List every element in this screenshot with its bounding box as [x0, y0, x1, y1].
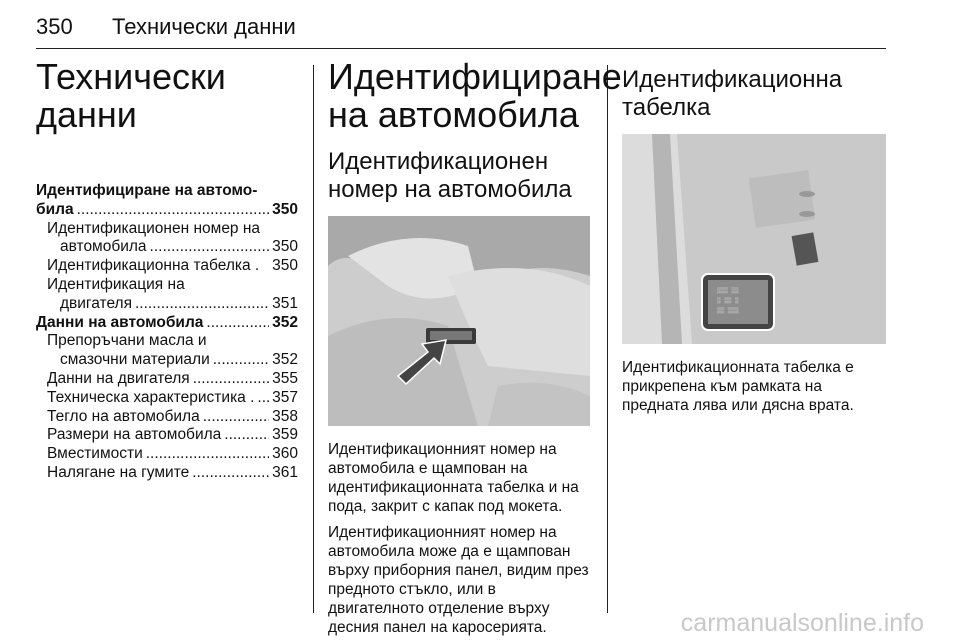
toc-entry	[36, 370, 298, 389]
toc-entry-label: Налягане на гумите	[47, 463, 190, 481]
page-number: 350	[36, 14, 73, 39]
toc-leader	[206, 314, 269, 333]
toc-entry-label: Размери на автомобила	[47, 426, 222, 444]
toc-entry-label: Идентификационна табелка .	[47, 257, 260, 275]
toc-entry	[36, 314, 298, 333]
page-header	[36, 14, 296, 40]
toc-entry-label: Вместимости	[47, 445, 143, 463]
toc-entry-label: била	[36, 200, 74, 218]
id-plate-illustration	[622, 134, 886, 344]
toc-entry-page: 352	[272, 351, 298, 369]
toc-entry-label: двигателя	[60, 294, 132, 312]
plate-column	[622, 58, 886, 422]
toc-entry-label: автомобила	[60, 238, 147, 256]
toc-leader	[150, 238, 270, 257]
toc-entry	[36, 408, 298, 427]
plate-photo	[622, 134, 886, 344]
header-rule	[36, 48, 886, 49]
column-divider	[607, 65, 608, 613]
toc-entry-label: Данни на двигателя	[47, 369, 190, 387]
toc-entry-page: 352	[272, 313, 298, 331]
toc-leader	[257, 389, 269, 408]
watermark: carmanualsonline.info	[680, 609, 924, 637]
column-divider	[313, 65, 314, 613]
section-title: Идентифициране на автомобила	[328, 56, 622, 135]
toc-entry-label: Идентификация на	[47, 275, 185, 293]
toc-entry	[36, 389, 298, 408]
toc-entry-label: смазочни материали	[60, 351, 210, 369]
toc-leader	[193, 370, 269, 389]
toc-entry-label: Данни на автомобила	[36, 313, 204, 331]
subsection-title: Идентификационен номер на автомобила	[328, 148, 572, 203]
table-of-contents	[36, 182, 298, 483]
toc-entry	[36, 445, 298, 464]
vin-photo	[328, 216, 590, 426]
plate-paragraph: Идентификационната табелка е прикрепена към рамката на предната лява или дясна врата.	[622, 359, 854, 414]
toc-leader	[77, 201, 270, 220]
svg-text:▒▒ ▒▒▒: ▒▒ ▒▒▒	[717, 307, 739, 314]
vin-paragraph-2: Идентификационният номер на автомобила може да е щампован върху приборния панел, видим през предното стъкло, или в двигателното отделение върху десния панел на каросерията.	[328, 524, 589, 636]
toc-leader	[135, 295, 269, 314]
toc-section-label: Идентифициране на автомо-	[36, 182, 258, 199]
toc-entry-page: 360	[272, 445, 298, 463]
toc-entry-page: 350	[272, 238, 298, 256]
svg-text:▒▒▒ ▒▒: ▒▒▒ ▒▒	[717, 287, 739, 294]
toc-entry-page: 355	[272, 369, 298, 387]
toc-entry-page: 357	[272, 388, 298, 406]
toc-entry-label: Техническа характеристика .	[47, 388, 255, 406]
toc-entry-label: Идентификационен номер на	[47, 219, 261, 237]
header-title: Технически данни	[112, 14, 296, 39]
toc-entry-page: 351	[272, 294, 298, 312]
toc-leader	[203, 408, 269, 427]
vin-location-illustration	[328, 216, 590, 426]
toc-leader	[213, 351, 269, 370]
toc-entry-page: 359	[272, 426, 298, 444]
toc-leader	[146, 445, 269, 464]
toc-entry-label: Тегло на автомобила	[47, 407, 200, 425]
toc-entry-page: 350	[272, 200, 298, 218]
toc-entry	[36, 238, 298, 257]
toc-entry	[36, 464, 298, 483]
svg-text:▒ ▒▒ ▒: ▒ ▒▒ ▒	[717, 297, 739, 304]
chapter-title: Технически данни	[36, 56, 226, 135]
toc-column	[36, 58, 298, 483]
toc-entry	[36, 295, 298, 314]
toc-entry	[36, 257, 298, 276]
toc-entry	[36, 201, 298, 220]
toc-leader	[192, 464, 269, 483]
vin-paragraph-1: Идентификационният номер на автомобила е щампован на идентификационната табелка и на пода, закрит с капак под мокета.	[328, 441, 579, 515]
toc-entry-page: 358	[272, 407, 298, 425]
subsection-title: Идентификационна табелка	[622, 66, 843, 121]
toc-entry	[36, 426, 298, 445]
toc-entry-page: 350	[272, 257, 298, 275]
toc-entry-page: 361	[272, 463, 298, 481]
toc-leader	[224, 426, 269, 445]
toc-entry	[36, 351, 298, 370]
toc-entry-label: Препоръчани масла и	[47, 332, 207, 350]
vin-column	[328, 56, 622, 644]
